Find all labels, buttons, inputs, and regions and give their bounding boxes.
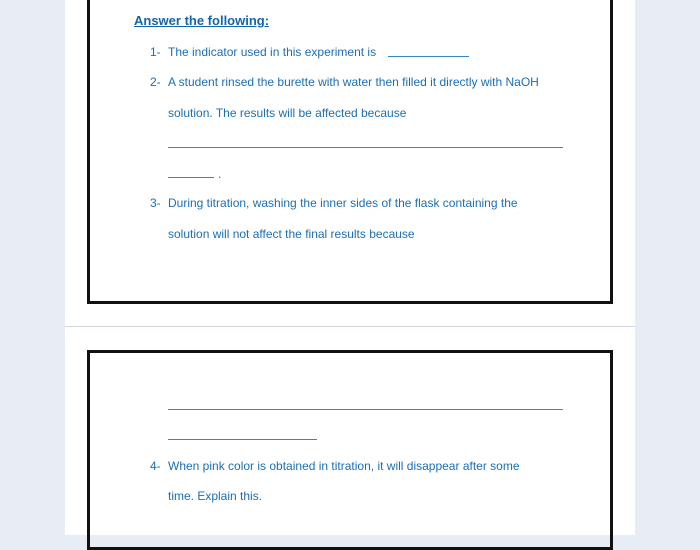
question-4-number: 4- — [150, 459, 161, 473]
answer-box-2 — [87, 350, 613, 550]
question-3-text-line-1: During titration, washing the inner sides of the flask containing the — [168, 196, 518, 210]
question-4-text-line-2: time. Explain this. — [168, 489, 263, 503]
question-1-text: The indicator used in this experiment is — [168, 45, 377, 59]
question-3-text-line-2: solution will not affect the final results because — [168, 227, 415, 241]
question-2-answer-blank-1[interactable] — [168, 147, 563, 148]
question-3-answer-blank-2[interactable] — [168, 439, 317, 440]
question-2-text-line-1: A student rinsed the burette with water then filled it directly with NaOH — [168, 75, 539, 89]
question-2-trailing-period: . — [218, 167, 222, 181]
question-2-answer-blank-2[interactable] — [168, 177, 214, 178]
question-1-number: 1- — [150, 45, 161, 59]
question-3-answer-blank-1[interactable] — [168, 409, 563, 410]
question-2-text-line-2: solution. The results will be affected because — [168, 106, 407, 120]
question-1-answer-blank[interactable] — [388, 56, 469, 57]
question-2-number: 2- — [150, 75, 161, 89]
question-3-number: 3- — [150, 196, 161, 210]
question-4-text-line-1: When pink color is obtained in titration, it will disappear after some — [168, 459, 520, 473]
section-heading: Answer the following: — [134, 13, 270, 28]
